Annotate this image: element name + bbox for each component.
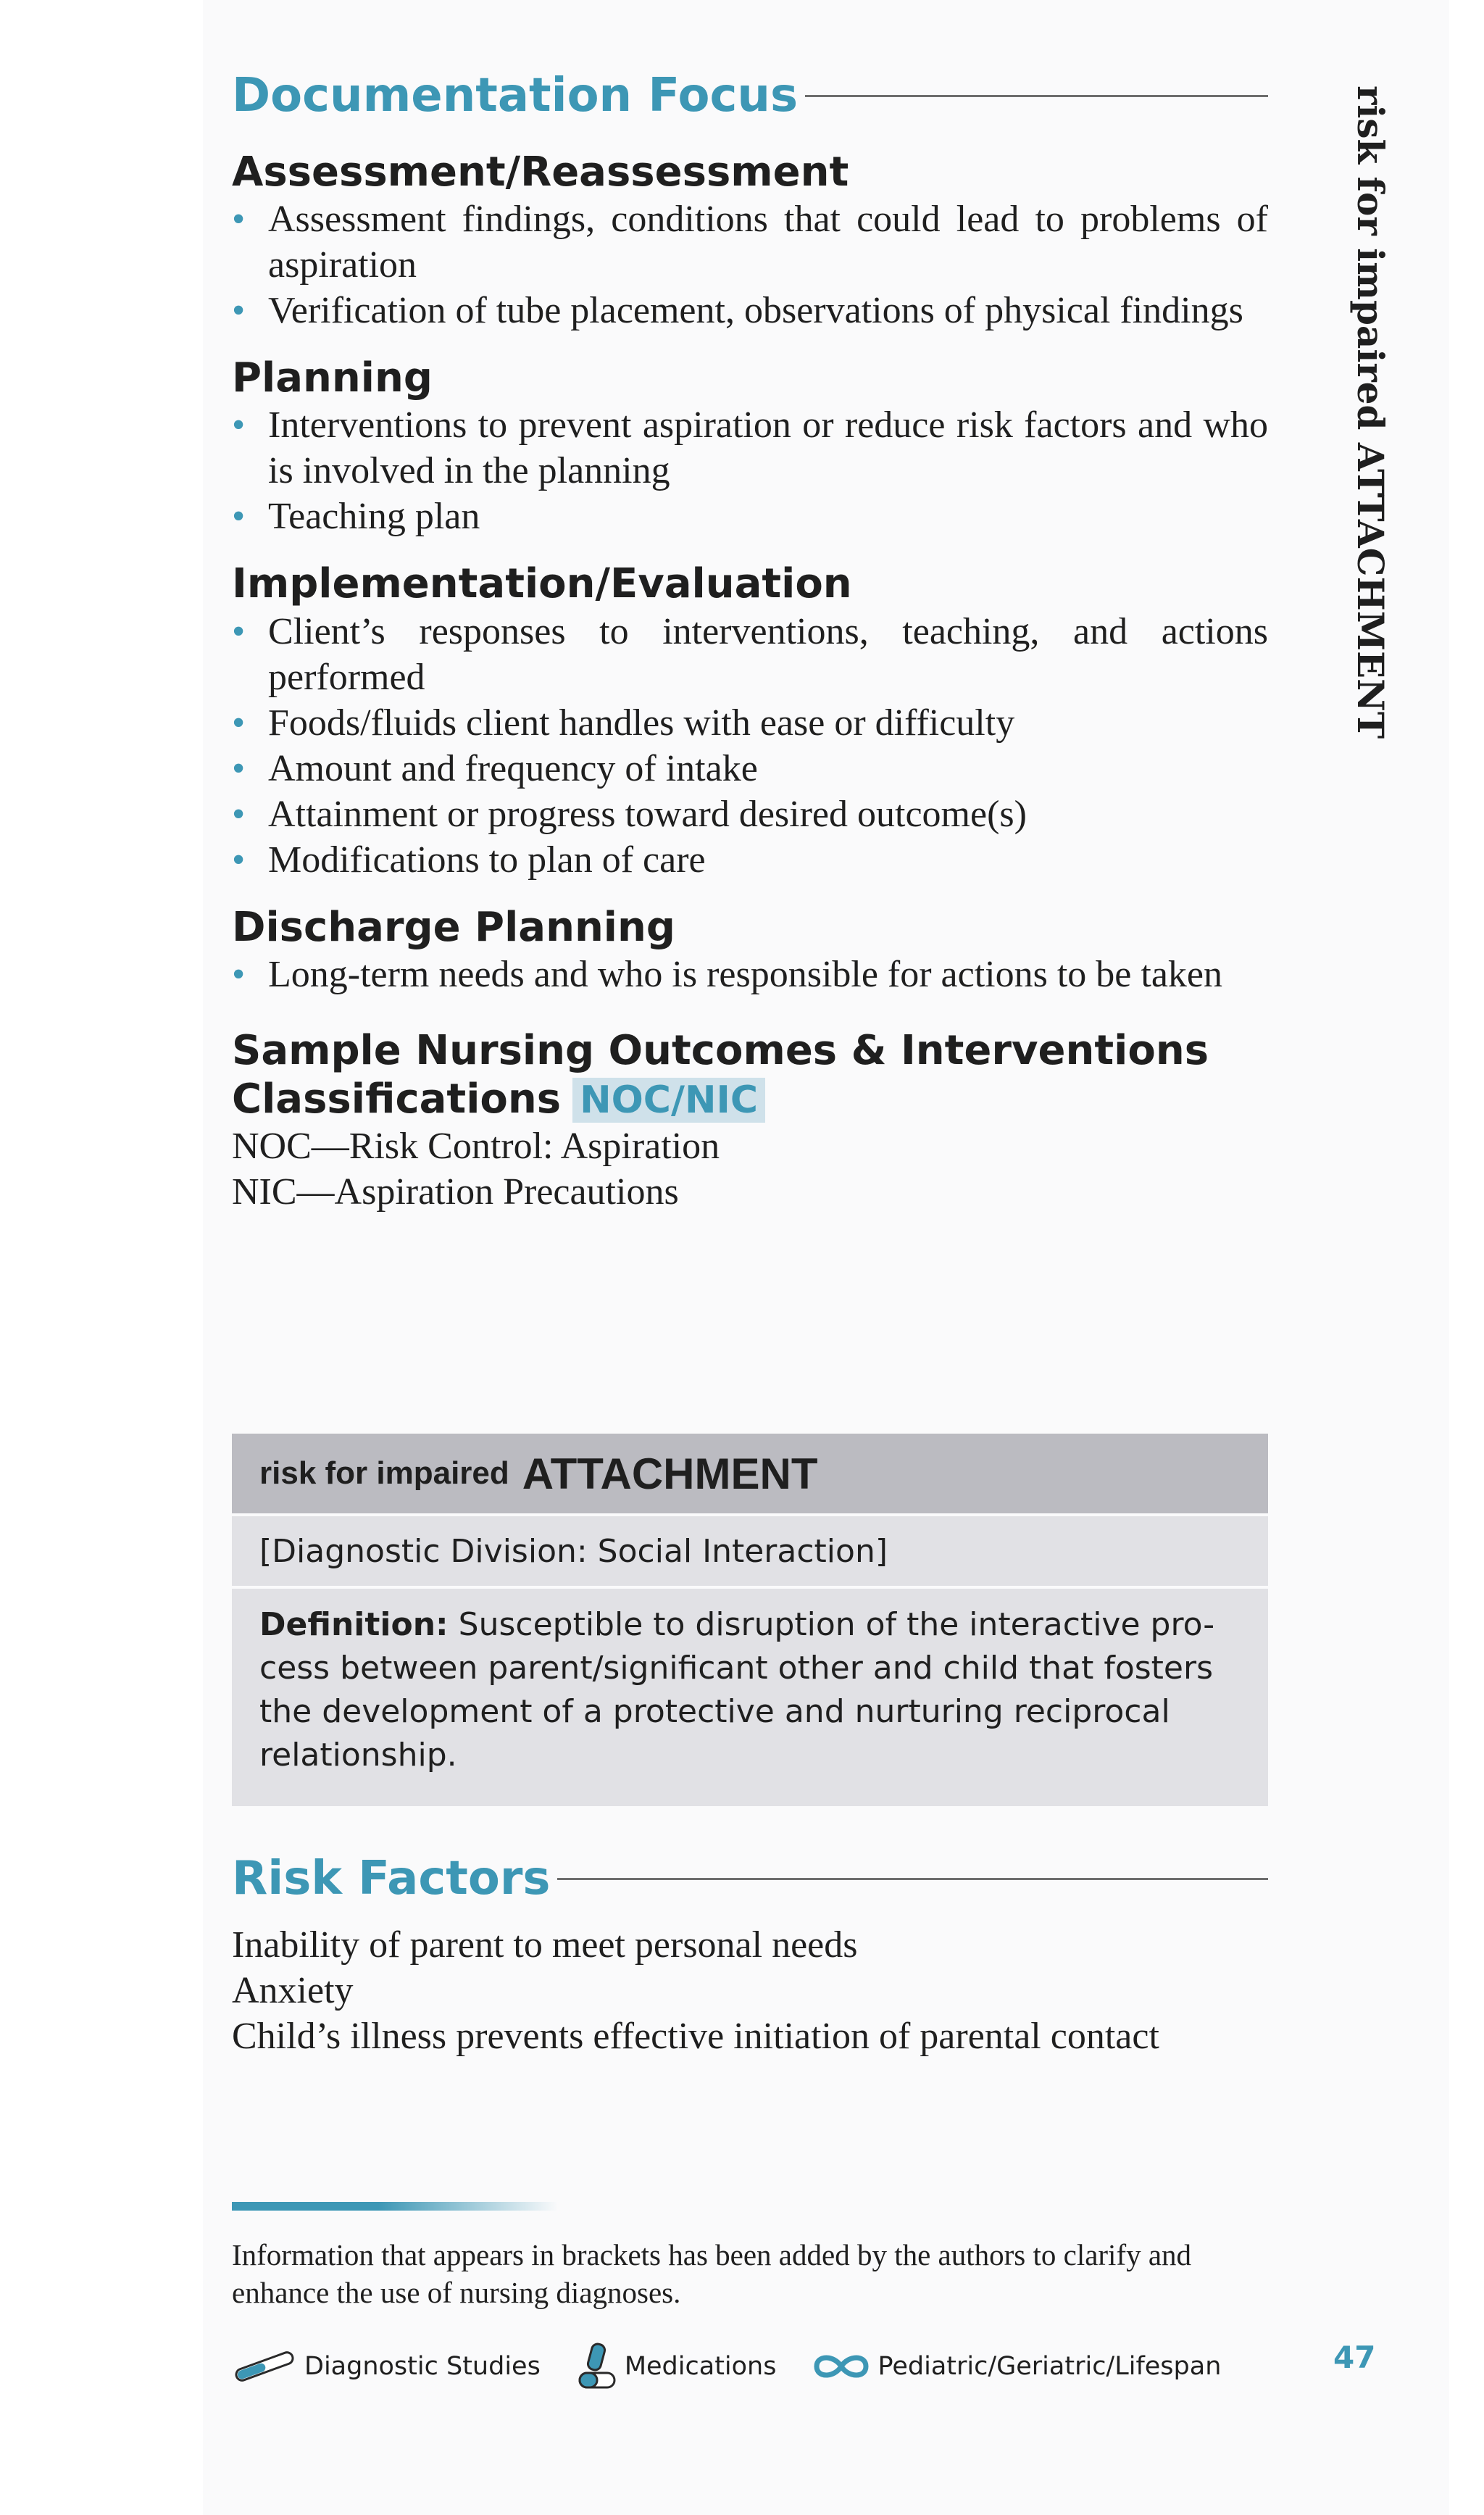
definition-text: Susceptible to disruption of the interactive pro-cess between parent/significant other and child that fosters the development of a protective and nurturing reciprocal relationship. — [259, 1606, 1215, 1774]
classifications-title-line1: Sample Nursing Outcomes & Interventions — [232, 1026, 1209, 1074]
diagnosis-box — [232, 1434, 1268, 1806]
test-tube-icon — [232, 2348, 297, 2385]
definition-label: Definition: — [259, 1606, 449, 1643]
assessment-block — [232, 148, 1268, 333]
infinity-icon — [812, 2352, 870, 2381]
legend-lifespan — [812, 2352, 1221, 2381]
definition — [232, 1589, 1268, 1806]
assessment-title: Assessment/Reassessment — [232, 149, 849, 196]
list-item: • Verification of tube placement, observations of physical findings — [232, 288, 1268, 333]
implementation-list — [232, 609, 1268, 883]
running-header-vertical: risk for impaired ATTACHMENT — [1349, 86, 1392, 739]
list-item: • Interventions to prevent aspiration or reduce risk factors and who is involved in the planning — [232, 402, 1268, 494]
heading-rule — [557, 1878, 1268, 1880]
diagnosis-header — [232, 1434, 1268, 1513]
documentation-heading-text: Documentation Focus — [232, 69, 799, 122]
documentation-section — [232, 69, 1268, 1215]
list-item: Inability of parent to meet personal needs — [232, 1924, 858, 1966]
noc-line: NOC—Risk Control: Aspiration — [232, 1126, 720, 1168]
list-item: • Amount and frequency of intake — [232, 746, 1268, 791]
page-number: 47 — [1333, 2340, 1376, 2375]
diagnostic-division: [Diagnostic Division: Social Interaction] — [232, 1516, 1268, 1586]
list-item: • Attainment or progress toward desired outcome(s) — [232, 791, 1268, 837]
legend-medications-label: Medications — [624, 2352, 777, 2381]
classifications-title-line2 — [232, 1075, 1268, 1123]
nic-line: NIC—Aspiration Precautions — [232, 1171, 679, 1213]
implementation-title: Implementation/Evaluation — [232, 560, 852, 608]
classifications-block — [232, 1026, 1268, 1215]
planning-list — [232, 402, 1268, 539]
documentation-heading — [232, 69, 1268, 122]
discharge-list — [232, 952, 1268, 997]
diagnosis-name: ATTACHMENT — [522, 1449, 818, 1498]
classifications-title-text: Classifications — [232, 1075, 562, 1123]
discharge-title: Discharge Planning — [232, 903, 675, 951]
icon-legend — [232, 2341, 1362, 2392]
legend-medications — [577, 2341, 777, 2392]
assessment-list — [232, 196, 1268, 333]
risk-factors-heading-text: Risk Factors — [232, 1852, 551, 1905]
risk-factors-section — [232, 1852, 1268, 2059]
list-item: • Teaching plan — [232, 494, 1268, 539]
legend-diagnostic-label: Diagnostic Studies — [304, 2352, 541, 2381]
list-item: • Assessment findings, conditions that could lead to problems of aspiration — [232, 196, 1268, 288]
list-item: • Client’s responses to interventions, teaching, and actions performed — [232, 609, 1268, 700]
discharge-block — [232, 903, 1268, 997]
footnote-rule — [232, 2202, 558, 2211]
legend-diagnostic — [232, 2348, 541, 2385]
syringe-icon — [577, 2341, 617, 2392]
risk-factors-heading — [232, 1852, 1268, 1905]
implementation-block — [232, 560, 1268, 882]
footnote: Information that appears in brackets has been added by the authors to clarify and enhance the use of nursing diagnoses. — [232, 2238, 1192, 2309]
list-item: • Long-term needs and who is responsible for actions to be taken — [232, 952, 1268, 997]
list-item: Child’s illness prevents effective initiation of parental contact — [232, 2016, 1159, 2057]
planning-title: Planning — [232, 354, 433, 402]
noc-nic-badge: NOC/NIC — [572, 1078, 765, 1123]
diagnosis-prefix: risk for impaired — [259, 1455, 509, 1491]
list-item: • Modifications to plan of care — [232, 837, 1268, 883]
risk-factors-list — [232, 1922, 1268, 2059]
legend-lifespan-label: Pediatric/Geriatric/Lifespan — [878, 2352, 1222, 2381]
list-item: Anxiety — [232, 1970, 354, 2011]
list-item: • Foods/fluids client handles with ease or difficulty — [232, 700, 1268, 746]
planning-block — [232, 354, 1268, 539]
heading-rule — [805, 95, 1268, 97]
